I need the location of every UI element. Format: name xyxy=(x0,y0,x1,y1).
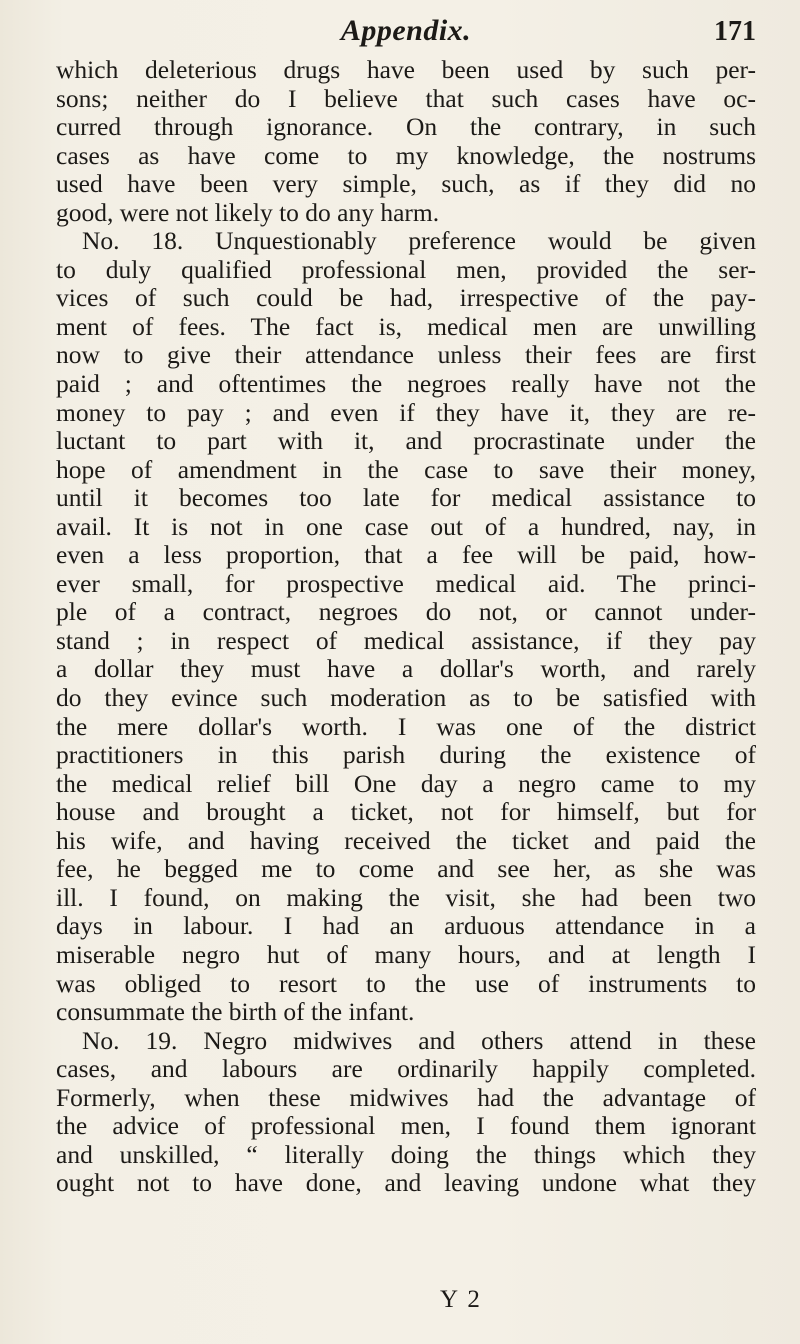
text-line: until it becomes too late for medical assistance to xyxy=(56,484,756,513)
text-line: ever small, for prospective medical aid. The princi- xyxy=(56,569,756,598)
text-line: good, were not likely to do any harm. xyxy=(56,198,440,227)
text-line: Formerly, when these midwives had the advantage of xyxy=(56,1083,756,1112)
text-line: the medical relief bill One day a negro came to my xyxy=(56,769,756,798)
text-line: curred through ignorance. On the contrary, in such xyxy=(56,113,756,142)
text-line: money to pay ; and even if they have it, they are re- xyxy=(56,398,756,427)
text-line: sons; neither do I believe that such cases have oc- xyxy=(56,84,756,113)
text-line: the advice of professional men, I found them ignorant xyxy=(56,1112,756,1141)
text-line: practitioners in this parish during the existence of xyxy=(56,741,756,770)
body-text xyxy=(56,56,756,1198)
text-line: days in labour. I had an arduous attendance in a xyxy=(56,912,756,941)
text-line: ill. I found, on making the visit, she had been two xyxy=(56,883,756,912)
text-line: avail. It is not in one case out of a hundred, nay, in xyxy=(56,512,756,541)
text-line: used have been very simple, such, as if they did no xyxy=(56,170,756,199)
text-line: do they evince such moderation as to be satisfied with xyxy=(56,684,756,713)
text-line: house and brought a ticket, not for himself, but for xyxy=(56,798,756,827)
text-line: No. 18. Unquestionably preference would be given xyxy=(82,227,756,256)
text-line: to duly qualified professional men, provided the ser- xyxy=(56,255,756,284)
text-line: cases, and labours are ordinarily happily completed. xyxy=(56,1055,756,1084)
text-line: his wife, and having received the ticket and paid the xyxy=(56,826,756,855)
text-line: vices of such could be had, irrespective of the pay- xyxy=(56,284,756,313)
text-line: consummate the birth of the infant. xyxy=(56,998,415,1027)
text-line: and unskilled, “ literally doing the things which they xyxy=(56,1140,756,1169)
text-line: which deleterious drugs have been used by such per- xyxy=(56,56,756,84)
signature-mark: Y 2 xyxy=(440,1286,482,1313)
text-line: hope of amendment in the case to save their money, xyxy=(56,455,756,484)
text-line: ought not to have done, and leaving undone what they xyxy=(56,1169,756,1198)
text-line: ple of a contract, negroes do not, or cannot under- xyxy=(56,598,756,627)
text-line: was obliged to resort to the use of instruments to xyxy=(56,969,756,998)
text-line: the mere dollar's worth. I was one of the district xyxy=(56,712,756,741)
text-line: now to give their attendance unless their fees are first xyxy=(56,341,756,370)
text-line: stand ; in respect of medical assistance, if they pay xyxy=(56,626,756,655)
running-head-title: Appendix. xyxy=(340,14,472,47)
text-line: No. 19. Negro midwives and others attend in these xyxy=(82,1026,756,1055)
page-number: 171 xyxy=(714,16,756,47)
text-line: cases as have come to my knowledge, the nostrums xyxy=(56,141,756,170)
text-line: ment of fees. The fact is, medical men are unwilling xyxy=(56,312,756,341)
text-line: luctant to part with it, and procrastinate under the xyxy=(56,427,756,456)
text-line: even a less proportion, that a fee will be paid, how- xyxy=(56,541,756,570)
text-line: fee, he begged me to come and see her, as she was xyxy=(56,855,756,884)
text-line: miserable negro hut of many hours, and at length I xyxy=(56,940,756,969)
text-line: a dollar they must have a dollar's worth, and rarely xyxy=(56,655,756,684)
text-line: paid ; and oftentimes the negroes really have not the xyxy=(56,370,756,399)
running-head xyxy=(56,14,756,54)
